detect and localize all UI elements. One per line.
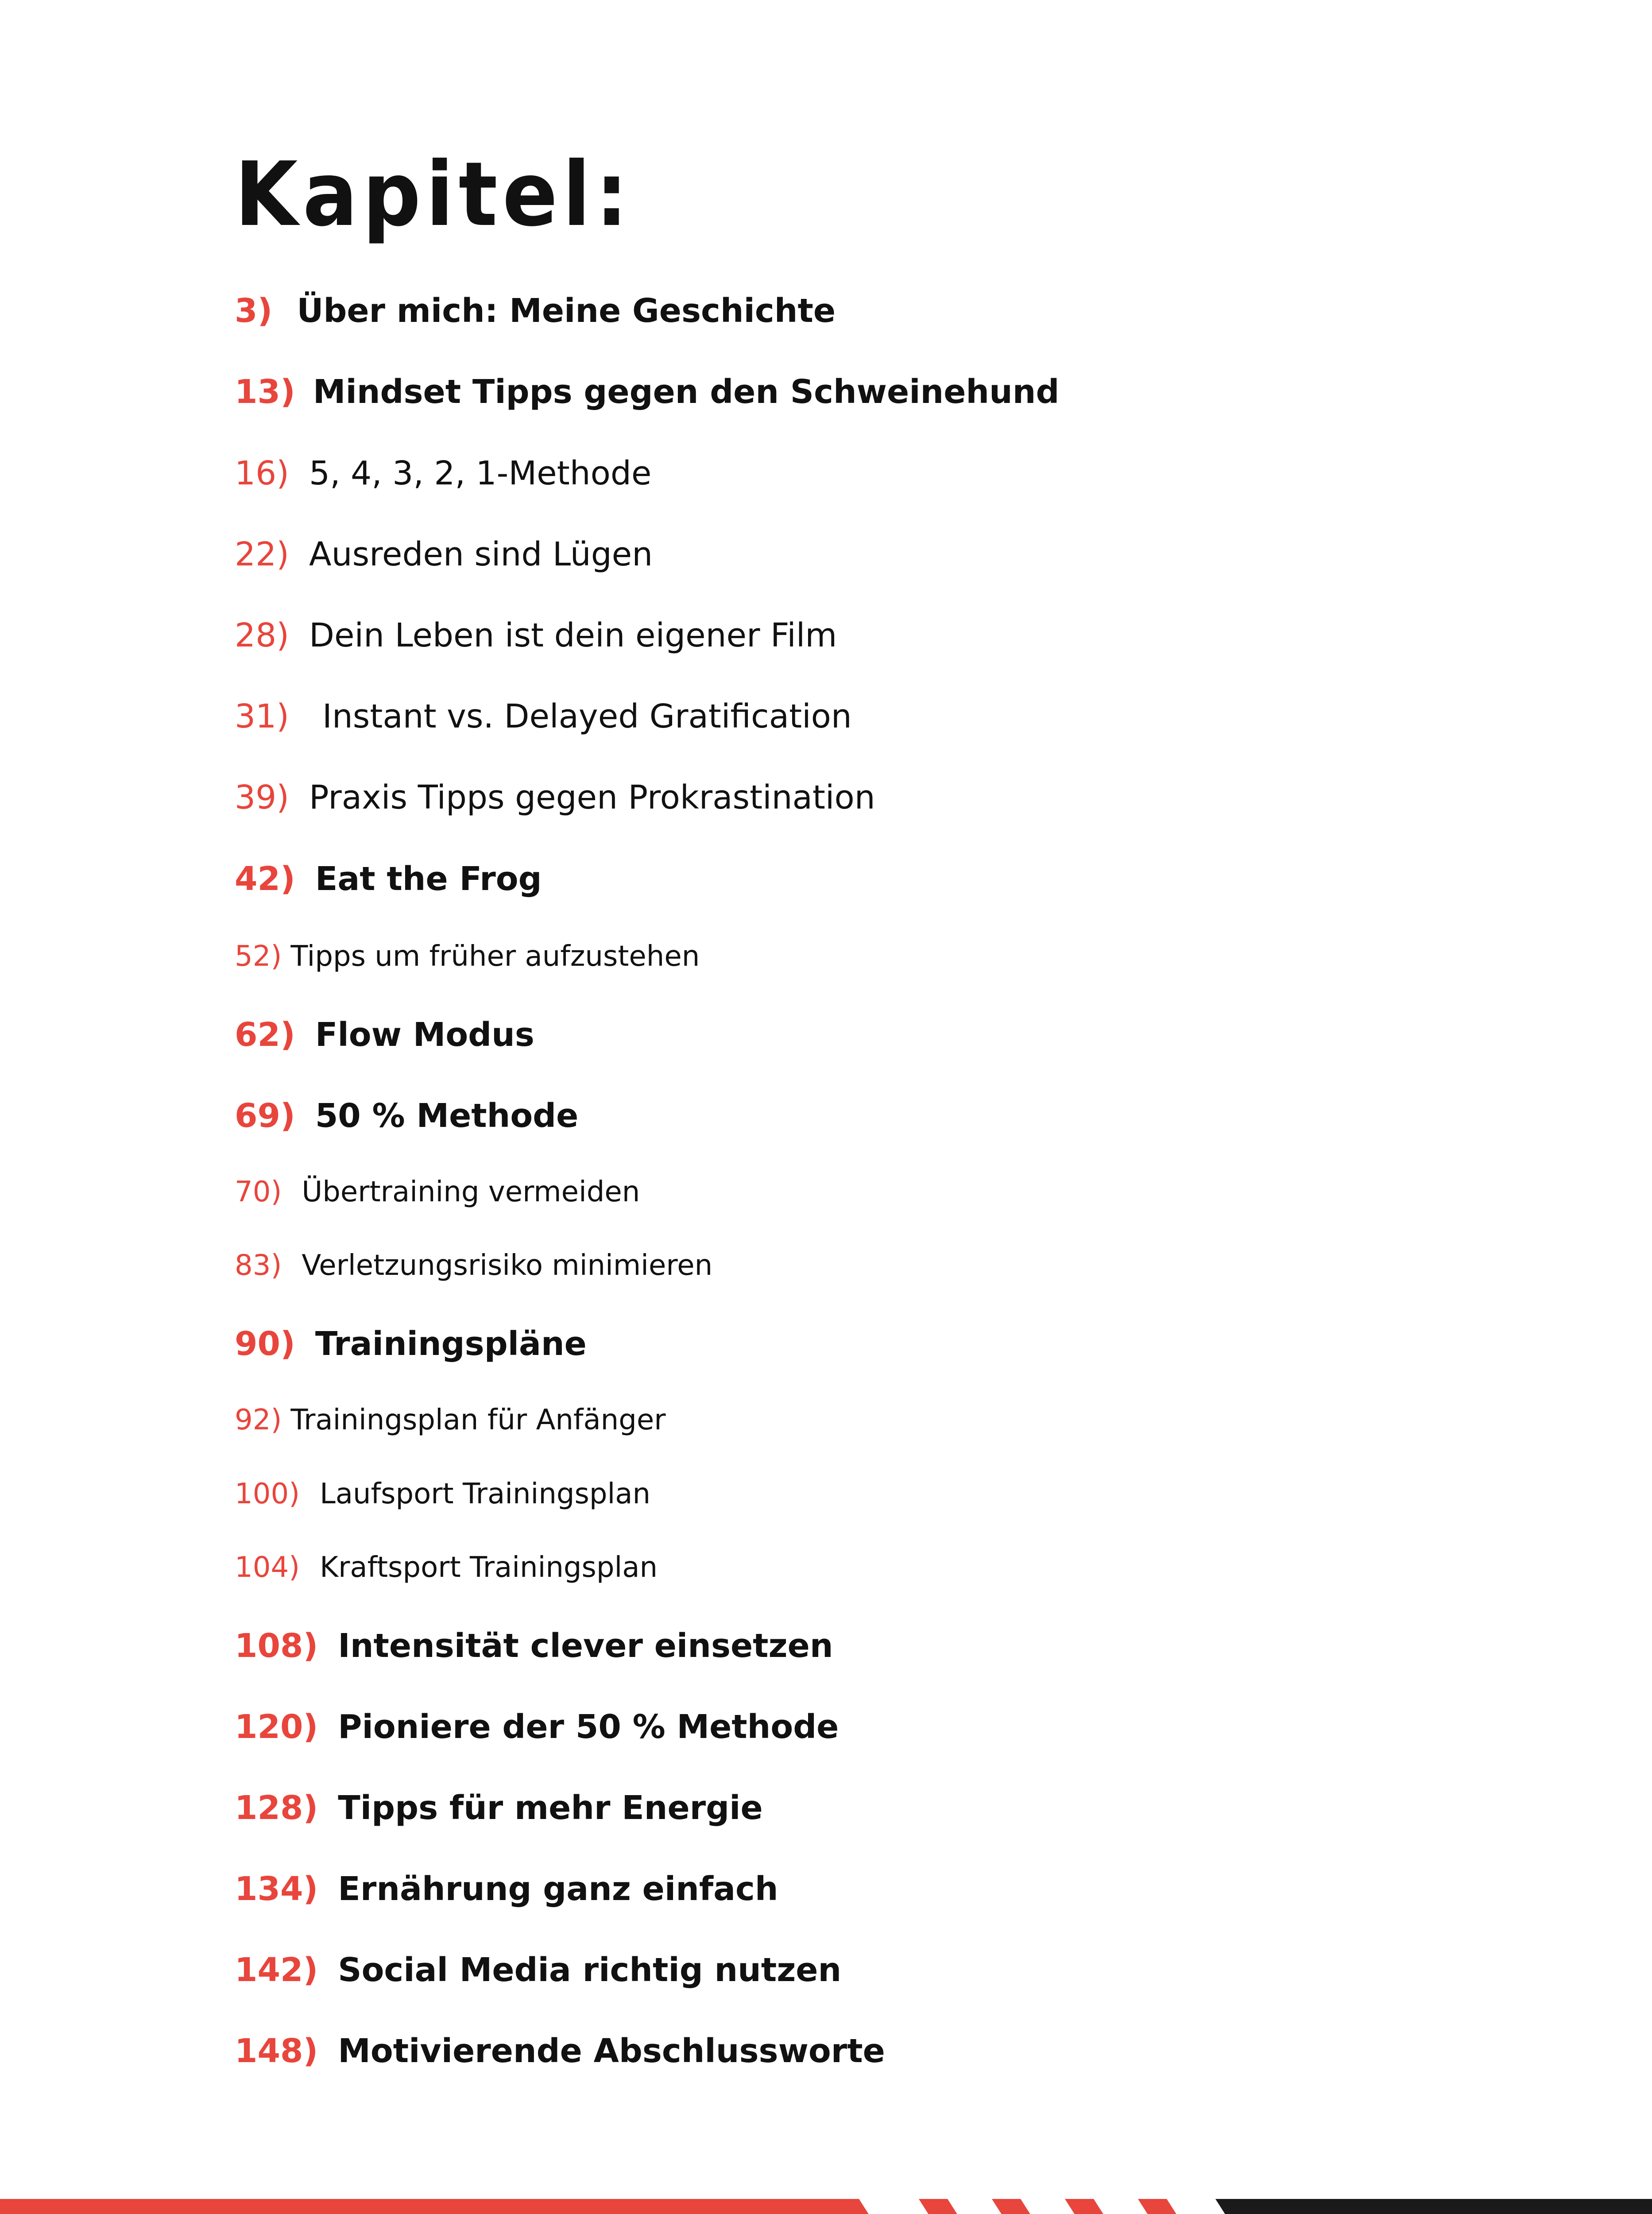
toc-entry (235, 860, 542, 898)
toc-page-number: 83) (235, 1249, 282, 1282)
toc-entry (235, 697, 852, 735)
toc-chapter-title: Instant vs. Delayed Gratification (322, 697, 852, 735)
toc-entry (235, 616, 837, 654)
toc-page-number: 31) (235, 697, 290, 735)
toc-page-number: 120) (235, 1708, 318, 1746)
toc-page-number: 69) (235, 1097, 295, 1135)
toc-chapter-title: Trainingspläne (315, 1325, 587, 1363)
toc-entry (235, 1789, 763, 1827)
toc-page-number: 104) (235, 1551, 300, 1584)
toc-chapter-title: 5, 4, 3, 2, 1-Methode (309, 454, 652, 492)
toc-page-number: 128) (235, 1789, 318, 1827)
toc-chapter-title: Pioniere der 50 % Methode (338, 1708, 839, 1746)
toc-entry (235, 1480, 650, 1508)
toc-page-number: 108) (235, 1627, 318, 1665)
toc-page-number: 148) (235, 2032, 318, 2070)
toc-page-number: 16) (235, 454, 290, 492)
toc-page-number: 92) (235, 1404, 282, 1436)
toc-entry (235, 1708, 839, 1746)
toc-chapter-title: Mindset Tipps gegen den Schweinehund (313, 373, 1060, 411)
toc-entry (235, 1870, 778, 1908)
toc-page-number: 90) (235, 1325, 295, 1363)
toc-entry (235, 1178, 640, 1206)
toc-chapter-title: Übertraining vermeiden (302, 1176, 640, 1208)
toc-page-number: 52) (235, 940, 282, 973)
toc-chapter-title: Über mich: Meine Geschichte (297, 292, 836, 330)
toc-entry (235, 942, 700, 971)
toc-chapter-title: Motivierende Abschlussworte (338, 2032, 885, 2070)
toc-entry (235, 373, 1060, 411)
toc-page-number: 39) (235, 778, 290, 817)
toc-chapter-title: Intensität clever einsetzen (338, 1627, 833, 1665)
toc-entry (235, 454, 652, 492)
toc-page-number: 62) (235, 1016, 295, 1054)
toc-page-number: 42) (235, 860, 295, 898)
toc-chapter-title: Social Media richtig nutzen (338, 1951, 842, 1989)
toc-page-number: 28) (235, 616, 290, 654)
toc-page-number: 13) (235, 373, 295, 411)
footer-red-band (0, 2199, 923, 2214)
toc-chapter-title: Dein Leben ist dein eigener Film (309, 616, 837, 654)
toc-entry (235, 1553, 658, 1582)
toc-chapter-title: Tipps um früher aufzustehen (290, 940, 700, 973)
page-footer (0, 2199, 1652, 2214)
toc-entry (235, 535, 653, 573)
toc-chapter-title: Tipps für mehr Energie (338, 1789, 763, 1827)
toc-entry (235, 1406, 666, 1434)
toc-entry (235, 1951, 842, 1989)
toc-entry (235, 1251, 712, 1280)
toc-chapter-title: 50 % Methode (315, 1097, 579, 1135)
toc-chapter-title: Verletzungsrisiko minimieren (302, 1249, 713, 1282)
toc-entry (235, 1627, 833, 1665)
toc-entry (235, 1097, 579, 1135)
table-of-contents (235, 0, 1607, 2214)
toc-chapter-title: Flow Modus (315, 1016, 534, 1054)
toc-page-number: 3) (235, 292, 273, 330)
toc-entry (235, 292, 836, 330)
footer-band-graphic (0, 2199, 1652, 2214)
toc-page-number: 70) (235, 1176, 282, 1208)
toc-page-number: 100) (235, 1478, 300, 1510)
footer-dark-band (1215, 2199, 1652, 2214)
toc-chapter-title: Trainingsplan für Anfänger (290, 1404, 666, 1436)
toc-entry (235, 778, 875, 817)
toc-chapter-title: Ernährung ganz einfach (338, 1870, 778, 1908)
page-title: Kapitel: (235, 143, 633, 246)
toc-chapter-title: Kraftsport Trainingsplan (320, 1551, 658, 1584)
toc-page-number: 142) (235, 1951, 318, 1989)
toc-entry (235, 1016, 534, 1054)
toc-entry (235, 1325, 587, 1363)
toc-chapter-title: Eat the Frog (315, 860, 542, 898)
toc-chapter-title: Laufsport Trainingsplan (320, 1478, 651, 1510)
toc-chapter-title: Ausreden sind Lügen (309, 535, 653, 573)
toc-page-number: 22) (235, 535, 290, 573)
toc-entry (235, 2032, 885, 2070)
toc-page-number: 134) (235, 1870, 318, 1908)
toc-chapter-title: Praxis Tipps gegen Prokrastination (309, 778, 875, 817)
